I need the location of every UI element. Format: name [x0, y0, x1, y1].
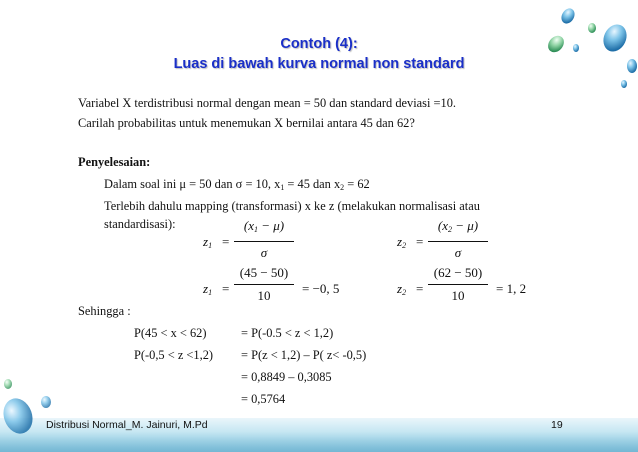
conclusion-row-1-left: P(45 < x < 62) — [134, 326, 207, 340]
conclusion-row-3-right: = 0,8849 – 0,3085 — [241, 370, 332, 384]
footer-band-shade — [0, 432, 638, 452]
z1-calc-fraction: (45 − 50) 10 — [234, 265, 294, 304]
z2-calc-equals: = — [416, 281, 424, 296]
z2-general-fraction: $(x_2 - \mu)$ σ — [428, 218, 488, 261]
z2-result: = 1, 2 — [496, 281, 527, 296]
droplet-1 — [559, 6, 577, 26]
z2-calc-fraction: (62 − 50) 10 — [428, 265, 488, 304]
solution-heading: Penyelesaian: — [78, 155, 151, 169]
intro-line-2: Carilah probabilitas untuk menemukan X bernilai antara 45 dan 62? — [78, 116, 415, 130]
z2-label: $z_2$ — [397, 234, 407, 250]
conclusion-row-4-right: = 0,5764 — [241, 392, 286, 406]
z1-equals: = — [222, 234, 230, 249]
slide-title: Contoh (4): — [280, 36, 358, 52]
footer-author: Distribusi Normal_M. Jainuri, M.Pd — [46, 419, 208, 431]
conclusion-row-1-right: = P(-0.5 < z < 1,2) — [241, 326, 334, 340]
conclusion-heading: Sehingga : — [78, 304, 131, 318]
conclusion-row-2-left: P(-0,5 < z <1,2) — [134, 348, 214, 362]
droplet-7 — [621, 80, 627, 88]
mapping-line-2: standardisasi): — [104, 217, 176, 231]
z1-label: $z_1$ — [203, 234, 213, 250]
droplet-2 — [588, 23, 596, 33]
mapping-line-1: Terlebih dahulu mapping (transformasi) x ke z (melakukan normalisasi atau — [104, 199, 480, 213]
slide-subtitle: Luas di bawah kurva normal non standard — [173, 56, 465, 72]
footer-droplet-decoration — [0, 372, 70, 452]
z1-general-fraction: $(x_1 - \mu)$ σ — [234, 218, 294, 261]
intro-line-1: Variabel X terdistribusi normal dengan mean = 50 dan standard deviasi =10. — [78, 96, 457, 110]
page-number: 19 — [551, 419, 563, 431]
given-values: Dalam soal ini μ = 50 dan σ = 10, $x_1 = 45$ dan $x_2 = 62$ — [104, 177, 370, 192]
z1-result: = −0, 5 — [302, 281, 340, 296]
z1-calc-label: $z_1$ — [203, 281, 213, 297]
z2-calc-label: $z_2$ — [397, 281, 407, 297]
z1-calc-equals: = — [222, 281, 230, 296]
conclusion-row-2-right: = P(z < 1,2) – P( z< -0,5) — [241, 348, 367, 362]
z2-equals: = — [416, 234, 424, 249]
